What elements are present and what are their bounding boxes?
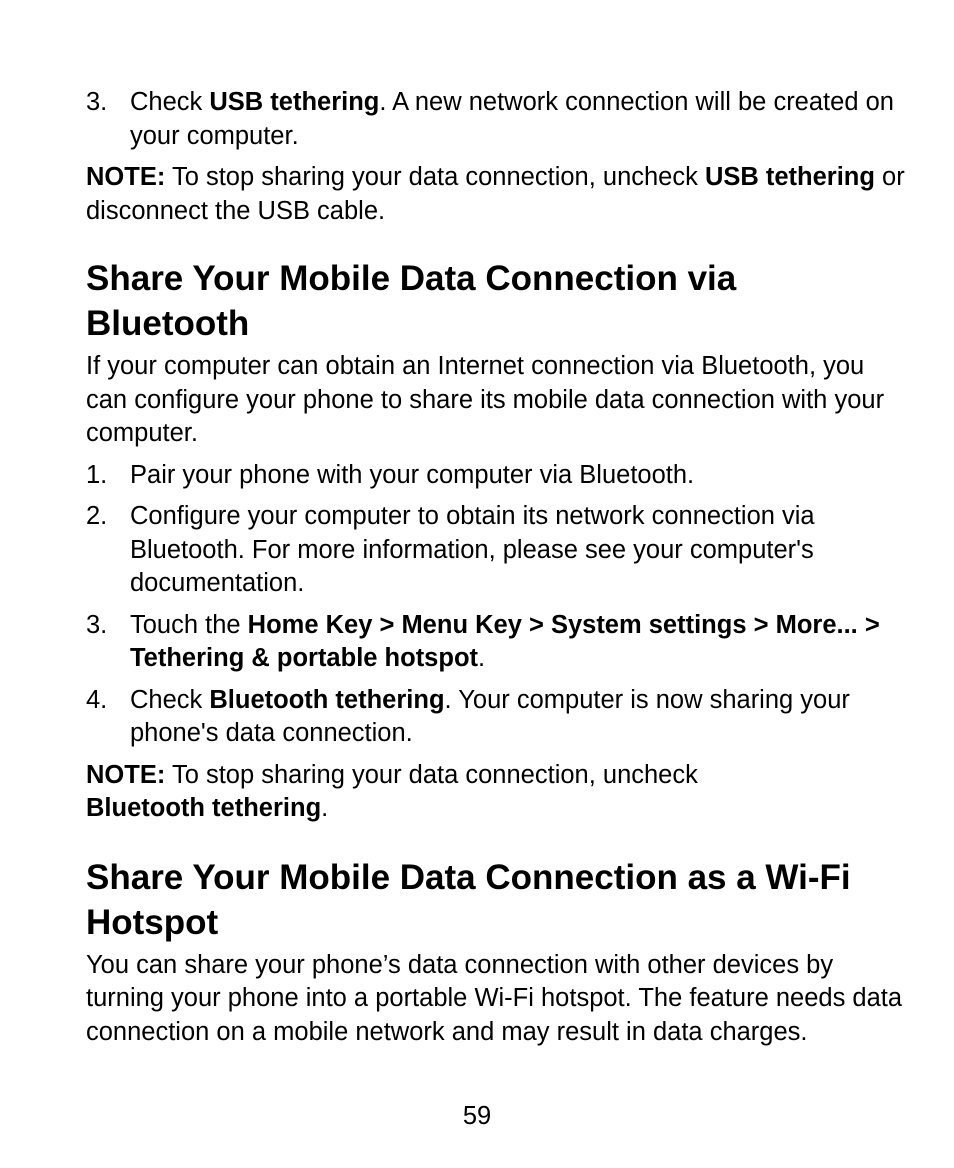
step-text-bold: Home Key > Menu Key > System settings > More... > Tethering & portable hotspot <box>130 610 880 672</box>
step-text: Pair your phone with your computer via Bluetooth. <box>130 460 695 489</box>
step-number: 4. <box>86 685 108 714</box>
bluetooth-intro: If your computer can obtain an Internet connection via Bluetooth, you can configure your phone to share its mobile data connection with your computer. <box>86 352 885 447</box>
note-text-post: . <box>321 794 329 822</box>
usb-step-3 <box>86 86 906 153</box>
note-text-bold: USB tethering <box>704 163 875 191</box>
step-text-pre: Check <box>130 685 210 714</box>
step-text-post: . <box>478 644 486 672</box>
step-number: 1. <box>86 460 108 489</box>
document-page <box>86 86 906 1049</box>
hotspot-section-heading: Share Your Mobile Data Connection as a Wi-Fi Hotspot <box>86 857 851 942</box>
bluetooth-step-1 <box>86 459 906 493</box>
hotspot-intro: You can share your phone’s data connection with other devices by turning your phone into a portable Wi-Fi hotspot. The feature needs data connection on a mobile network and may result in data charges. <box>86 950 903 1046</box>
note-text-bold: Bluetooth tethering <box>86 794 322 822</box>
bluetooth-step-4 <box>86 684 906 751</box>
step-text-post: . Your computer is now sharing your phone's data connection. <box>130 685 850 747</box>
note-label: NOTE: <box>86 760 166 789</box>
page-number: 59 <box>462 1102 492 1130</box>
note-text-post: or disconnect the USB cable. <box>86 163 905 225</box>
bluetooth-section-heading: Share Your Mobile Data Connection via Bluetooth <box>86 259 737 343</box>
step-text-pre: Check <box>130 88 210 116</box>
note-text-pre: To stop sharing your data connection, uncheck <box>165 760 698 789</box>
step-number: 2. <box>86 502 108 530</box>
step-text-bold: USB tethering <box>209 88 380 116</box>
usb-note <box>86 161 906 228</box>
bluetooth-step-2 <box>86 500 906 601</box>
step-text-post: . A new network connection will be created on your computer. <box>130 88 894 150</box>
note-label: NOTE: <box>86 163 166 191</box>
note-text-pre: To stop sharing your data connection, uncheck <box>165 163 705 191</box>
step-text-pre: Touch the <box>130 610 248 639</box>
step-number: 3. <box>86 610 108 639</box>
bluetooth-step-3 <box>86 609 906 676</box>
bluetooth-note <box>86 759 906 826</box>
step-number: 3. <box>86 88 108 116</box>
step-text-bold: Bluetooth tethering <box>209 685 445 714</box>
step-text: Configure your computer to obtain its network connection via Bluetooth. For more information, please see your computer's documentation. <box>130 502 815 597</box>
